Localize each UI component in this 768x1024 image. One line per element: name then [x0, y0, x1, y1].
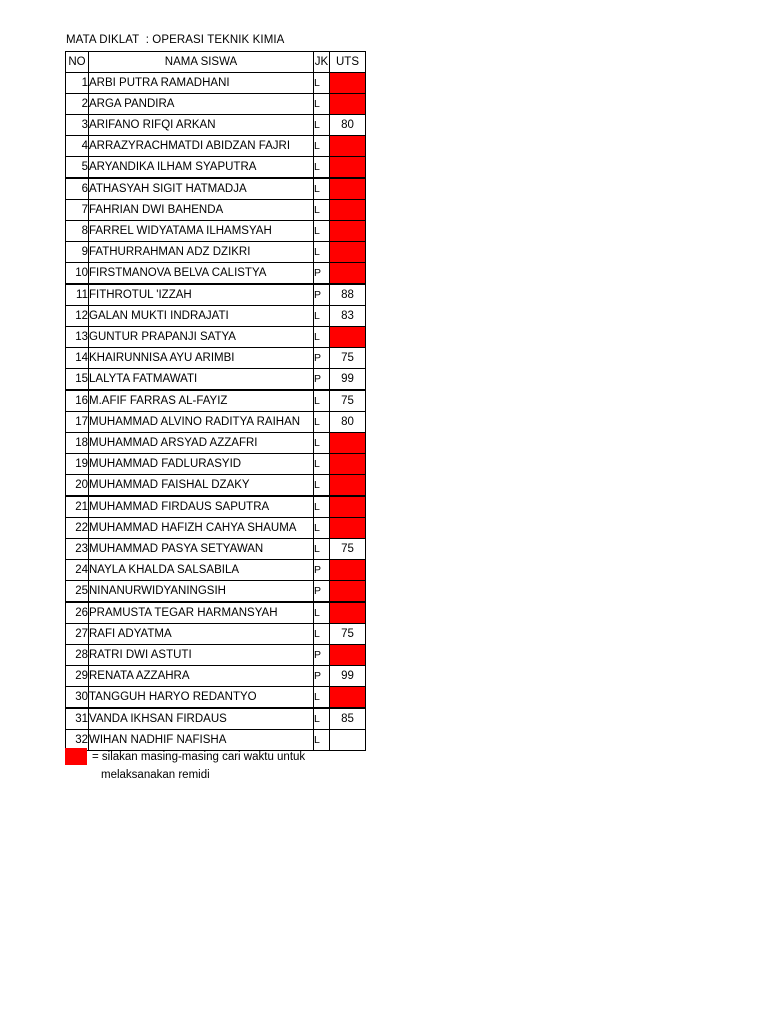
student-name: ARBI PUTRA RAMADHANI — [89, 73, 314, 94]
table-row — [66, 433, 366, 454]
student-jk: L — [314, 708, 330, 730]
student-no: 12 — [66, 306, 89, 327]
student-no: 8 — [66, 221, 89, 242]
student-name: FITHROTUL 'IZZAH — [89, 284, 314, 306]
student-name: RAFI ADYATMA — [89, 624, 314, 645]
student-jk: L — [314, 687, 330, 709]
table-row — [66, 624, 366, 645]
student-uts — [330, 73, 366, 94]
student-no: 23 — [66, 539, 89, 560]
table-body — [66, 73, 366, 751]
table-row — [66, 73, 366, 94]
student-name: PRAMUSTA TEGAR HARMANSYAH — [89, 602, 314, 624]
table-row — [66, 708, 366, 730]
student-name: MUHAMMAD FIRDAUS SAPUTRA — [89, 496, 314, 518]
student-no: 1 — [66, 73, 89, 94]
table-row — [66, 560, 366, 581]
student-uts: 80 — [330, 412, 366, 433]
student-jk: L — [314, 454, 330, 475]
student-jk: L — [314, 221, 330, 242]
student-name: VANDA IKHSAN FIRDAUS — [89, 708, 314, 730]
student-no: 10 — [66, 263, 89, 285]
student-name: TANGGUH HARYO REDANTYO — [89, 687, 314, 709]
subject-title: MATA DIKLAT : OPERASI TEKNIK KIMIA — [66, 34, 285, 46]
student-name: NAYLA KHALDA SALSABILA — [89, 560, 314, 581]
student-name: ARIFANO RIFQI ARKAN — [89, 115, 314, 136]
student-table — [65, 51, 366, 751]
student-name: KHAIRUNNISA AYU ARIMBI — [89, 348, 314, 369]
student-jk: L — [314, 602, 330, 624]
student-no: 26 — [66, 602, 89, 624]
table-row — [66, 200, 366, 221]
student-uts — [330, 327, 366, 348]
student-name: MUHAMMAD FAISHAL DZAKY — [89, 475, 314, 497]
student-jk: L — [314, 475, 330, 497]
student-uts — [330, 602, 366, 624]
student-uts — [330, 136, 366, 157]
student-uts — [330, 94, 366, 115]
remedial-legend-text — [92, 748, 332, 784]
student-name: MUHAMMAD PASYA SETYAWAN — [89, 539, 314, 560]
student-name: FATHURRAHMAN ADZ DZIKRI — [89, 242, 314, 263]
student-no: 6 — [66, 178, 89, 200]
student-jk: L — [314, 94, 330, 115]
student-uts — [330, 496, 366, 518]
student-no: 25 — [66, 581, 89, 603]
student-name: ARGA PANDIRA — [89, 94, 314, 115]
student-uts — [330, 730, 366, 751]
table-row — [66, 306, 366, 327]
student-jk: L — [314, 178, 330, 200]
student-jk: L — [314, 496, 330, 518]
student-no: 16 — [66, 390, 89, 412]
student-jk: L — [314, 200, 330, 221]
legend-line-2: melaksanakan remidi — [101, 769, 210, 781]
student-jk: P — [314, 581, 330, 603]
table-row — [66, 475, 366, 497]
table-row — [66, 496, 366, 518]
table-header-row — [66, 52, 366, 73]
student-uts — [330, 475, 366, 497]
student-no: 2 — [66, 94, 89, 115]
table-row — [66, 284, 366, 306]
student-name: MUHAMMAD HAFIZH CAHYA SHAUMA — [89, 518, 314, 539]
table-row — [66, 390, 366, 412]
student-no: 15 — [66, 369, 89, 391]
student-jk: L — [314, 730, 330, 751]
student-name: MUHAMMAD FADLURASYID — [89, 454, 314, 475]
student-uts: 88 — [330, 284, 366, 306]
table-row — [66, 687, 366, 709]
table-row — [66, 221, 366, 242]
table-row — [66, 539, 366, 560]
student-no: 31 — [66, 708, 89, 730]
remedial-legend-swatch — [65, 748, 87, 765]
student-no: 13 — [66, 327, 89, 348]
student-uts — [330, 157, 366, 179]
student-uts — [330, 581, 366, 603]
student-no: 19 — [66, 454, 89, 475]
student-uts: 99 — [330, 666, 366, 687]
table-row — [66, 581, 366, 603]
student-jk: L — [314, 327, 330, 348]
student-uts: 75 — [330, 348, 366, 369]
table-row — [66, 327, 366, 348]
student-uts — [330, 433, 366, 454]
table-row — [66, 602, 366, 624]
header-uts: UTS — [330, 52, 366, 73]
legend-line-1: = silakan masing-masing cari waktu untuk — [92, 751, 306, 763]
student-jk: L — [314, 539, 330, 560]
student-uts: 85 — [330, 708, 366, 730]
table-row — [66, 136, 366, 157]
student-uts: 75 — [330, 624, 366, 645]
student-name: LALYTA FATMAWATI — [89, 369, 314, 391]
student-no: 20 — [66, 475, 89, 497]
student-name: WIHAN NADHIF NAFISHA — [89, 730, 314, 751]
student-name: FIRSTMANOVA BELVA CALISTYA — [89, 263, 314, 285]
student-no: 28 — [66, 645, 89, 666]
student-jk: L — [314, 518, 330, 539]
table-row — [66, 454, 366, 475]
student-uts — [330, 687, 366, 709]
student-no: 11 — [66, 284, 89, 306]
student-name: NINANURWIDYANINGSIH — [89, 581, 314, 603]
table-row — [66, 645, 366, 666]
student-uts — [330, 454, 366, 475]
student-name: ATHASYAH SIGIT HATMADJA — [89, 178, 314, 200]
student-jk: P — [314, 263, 330, 285]
student-jk: P — [314, 284, 330, 306]
student-no: 30 — [66, 687, 89, 709]
student-name: MUHAMMAD ALVINO RADITYA RAIHAN — [89, 412, 314, 433]
header-no: NO — [66, 52, 89, 73]
student-no: 3 — [66, 115, 89, 136]
table-row — [66, 666, 366, 687]
student-jk: P — [314, 369, 330, 391]
student-name: FARREL WIDYATAMA ILHAMSYAH — [89, 221, 314, 242]
student-name: ARYANDIKA ILHAM SYAPUTRA — [89, 157, 314, 179]
student-jk: L — [314, 73, 330, 94]
student-jk: P — [314, 645, 330, 666]
student-jk: L — [314, 306, 330, 327]
student-jk: L — [314, 390, 330, 412]
table-row — [66, 115, 366, 136]
student-jk: L — [314, 157, 330, 179]
student-uts — [330, 645, 366, 666]
table-row — [66, 518, 366, 539]
student-jk: P — [314, 666, 330, 687]
student-no: 18 — [66, 433, 89, 454]
student-no: 32 — [66, 730, 89, 751]
student-no: 14 — [66, 348, 89, 369]
table-row — [66, 263, 366, 285]
student-no: 5 — [66, 157, 89, 179]
student-name: GALAN MUKTI INDRAJATI — [89, 306, 314, 327]
student-uts — [330, 263, 366, 285]
student-jk: P — [314, 560, 330, 581]
student-no: 24 — [66, 560, 89, 581]
student-name: GUNTUR PRAPANJI SATYA — [89, 327, 314, 348]
student-uts — [330, 560, 366, 581]
student-uts: 83 — [330, 306, 366, 327]
table-row — [66, 412, 366, 433]
student-no: 7 — [66, 200, 89, 221]
student-name: M.AFIF FARRAS AL-FAYIZ — [89, 390, 314, 412]
student-uts: 75 — [330, 390, 366, 412]
table-row — [66, 178, 366, 200]
student-no: 9 — [66, 242, 89, 263]
student-jk: L — [314, 412, 330, 433]
table-row — [66, 242, 366, 263]
table-row — [66, 94, 366, 115]
student-uts — [330, 518, 366, 539]
student-uts — [330, 221, 366, 242]
student-name: MUHAMMAD ARSYAD AZZAFRI — [89, 433, 314, 454]
student-no: 22 — [66, 518, 89, 539]
table-row — [66, 348, 366, 369]
header-jk: JK — [314, 52, 330, 73]
student-jk: L — [314, 433, 330, 454]
student-no: 17 — [66, 412, 89, 433]
student-jk: L — [314, 242, 330, 263]
student-no: 21 — [66, 496, 89, 518]
student-name: ARRAZYRACHMATDI ABIDZAN FAJRI — [89, 136, 314, 157]
student-jk: L — [314, 115, 330, 136]
student-jk: L — [314, 136, 330, 157]
student-no: 27 — [66, 624, 89, 645]
header-name: NAMA SISWA — [89, 52, 314, 73]
student-jk: L — [314, 624, 330, 645]
table-row — [66, 157, 366, 179]
student-uts: 80 — [330, 115, 366, 136]
student-name: FAHRIAN DWI BAHENDA — [89, 200, 314, 221]
student-uts: 99 — [330, 369, 366, 391]
student-jk: P — [314, 348, 330, 369]
table-row — [66, 369, 366, 391]
student-uts — [330, 178, 366, 200]
student-no: 4 — [66, 136, 89, 157]
student-uts — [330, 200, 366, 221]
student-no: 29 — [66, 666, 89, 687]
student-uts — [330, 242, 366, 263]
student-name: RENATA AZZAHRA — [89, 666, 314, 687]
student-uts: 75 — [330, 539, 366, 560]
student-name: RATRI DWI ASTUTI — [89, 645, 314, 666]
